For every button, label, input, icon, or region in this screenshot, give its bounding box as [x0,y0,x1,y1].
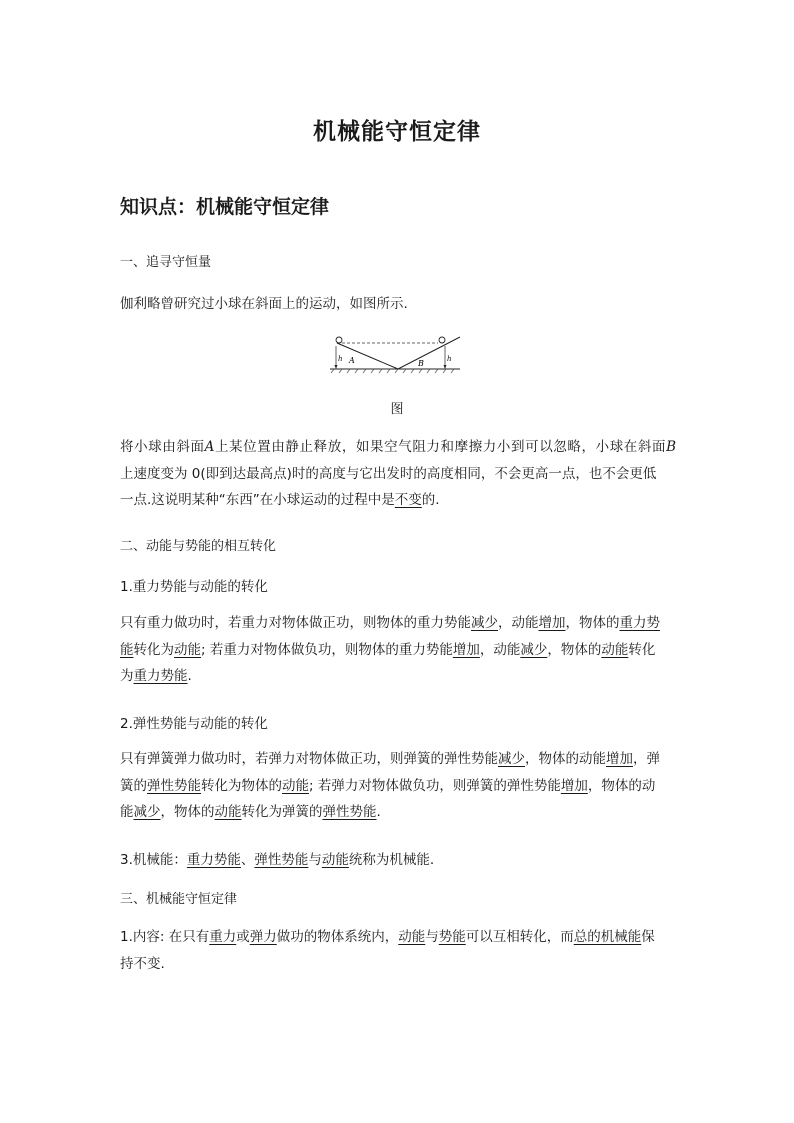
text-run: ，动能 [498,615,539,631]
sub-heading-2-3 [120,848,434,868]
text-run: 簧的 [120,777,147,794]
underlined-term: 弹性势能 [322,804,377,820]
text-run: 转化为 [133,641,174,658]
intro-text: 伽利略曾研究过小球在斜面上的运动，如图所示. [120,296,408,312]
text-run: . [376,804,381,820]
underlined-term: 动能 [282,777,309,794]
underlined-term: 弹性势能 [254,852,309,868]
text-run: ，物体的动 [587,777,656,794]
incline-a-label: A [349,356,355,365]
text-run: 一点.这说明某种“东西”在小球运动的过程中是 [120,492,395,508]
underlined-term: 能 [120,641,134,658]
text-run: 的. [421,492,440,508]
text-run: 转化 [628,641,656,658]
underlined-term: 动能 [321,852,349,868]
underlined-term: 减少 [471,615,498,631]
page-title: 机械能守恒定律 [313,119,481,145]
underlined-term: 重力势能 [186,852,241,868]
underlined-term: 动能 [398,929,426,945]
underlined-term: 增加 [560,777,588,794]
text-run: . [187,668,192,684]
paragraph-galileo [120,434,676,514]
text-run: 只有弹簧弹力做功时，若弹力对物体做正功，则弹簧的弹性势能 [120,751,498,767]
text-run: 或 [236,929,250,945]
sub-heading-2-2: 2.弹性势能与动能的转化 [120,716,268,732]
underlined-term: 弹性势能 [147,777,201,794]
incline-b-ref: B [666,439,677,455]
text-run: 转化为物体的 [201,777,282,794]
underlined-term: 减少 [133,804,161,820]
text-run: 统称为机械能. [348,852,435,868]
subsection-heading-2: 二、动能与势能的相互转化 [120,539,277,554]
text-run: 1.内容: 在只有 [120,929,210,945]
h-label-left: h [338,355,343,363]
text-run: ，物体的动能 [525,751,606,767]
text-run: 与 [425,929,439,945]
underlined-term: 总的机械能 [573,929,642,945]
underlined-term: 增加 [606,751,633,767]
text-run: 能 [120,804,134,820]
underlined-term: 重力势 [619,615,660,631]
section-heading: 知识点：机械能守恒定律 [120,196,330,218]
subsection-heading-1: 一、追寻守恒量 [120,255,212,270]
text-run: ，物体的 [547,641,602,658]
underlined-term: 减少 [520,641,548,658]
incline-a-ref: A [204,439,215,455]
underlined-term: 动能 [601,641,629,658]
text-run: 只有重力做功时，若重力对物体做正功，则物体的重力势能 [120,615,471,631]
text-run: ; 若重力对物体做负功，则物体的重力势能 [201,641,453,658]
paragraph-conservation [120,924,676,977]
h-label-right: h [447,355,452,363]
underlined-term: 增加 [538,615,566,631]
text-run: ，弹 [633,751,660,767]
text-run: 为 [120,668,134,684]
underlined-term: 势能 [438,929,466,945]
text-run: 保 [641,929,655,945]
underlined-term: 增加 [452,641,480,658]
incline-figure [328,334,464,374]
text-run: ，物体的 [565,615,620,631]
text-run: 可以互相转化，而 [465,929,574,945]
text-run: ，动能 [479,641,521,658]
underlined-term: 重力 [209,929,237,945]
text-line: 上速度变为 0(即到达最高点)时的高度与它出发时的高度相同，不会更高一点，也不会更低 [120,465,657,482]
underlined-term: 减少 [498,751,525,767]
text-run: 、 [240,852,255,868]
text-run: 上某位置由静止释放，如果空气阻力和摩擦力小到可以忽略，小球在斜面 [214,439,667,455]
underlined-term: 弹力 [249,929,277,945]
underlined-term: 不变 [394,492,422,508]
subsection-heading-3: 三、机械能守恒定律 [120,892,238,907]
text-run: ; 若弹力对物体做负功，则弹簧的弹性势能 [309,777,561,794]
sub-heading-2-1: 1.重力势能与动能的转化 [120,579,268,595]
text-run: ，物体的 [160,804,215,820]
text-run: 转化为弹簧的 [241,804,323,820]
incline-b-label: B [418,359,424,368]
text-run: 做功的物体系统内， [276,929,399,945]
underlined-term: 动能 [214,804,242,820]
underlined-term: 动能 [174,641,201,658]
figure-caption: 图 [390,402,404,417]
paragraph-gravity [120,610,676,690]
text-line: 持不变. [120,955,165,972]
paragraph-elastic [120,746,676,826]
text-run: 将小球由斜面 [120,439,205,455]
underlined-term: 重力势能 [133,668,188,684]
text-run: 3.机械能： [120,852,187,868]
text-run: 与 [308,852,322,868]
